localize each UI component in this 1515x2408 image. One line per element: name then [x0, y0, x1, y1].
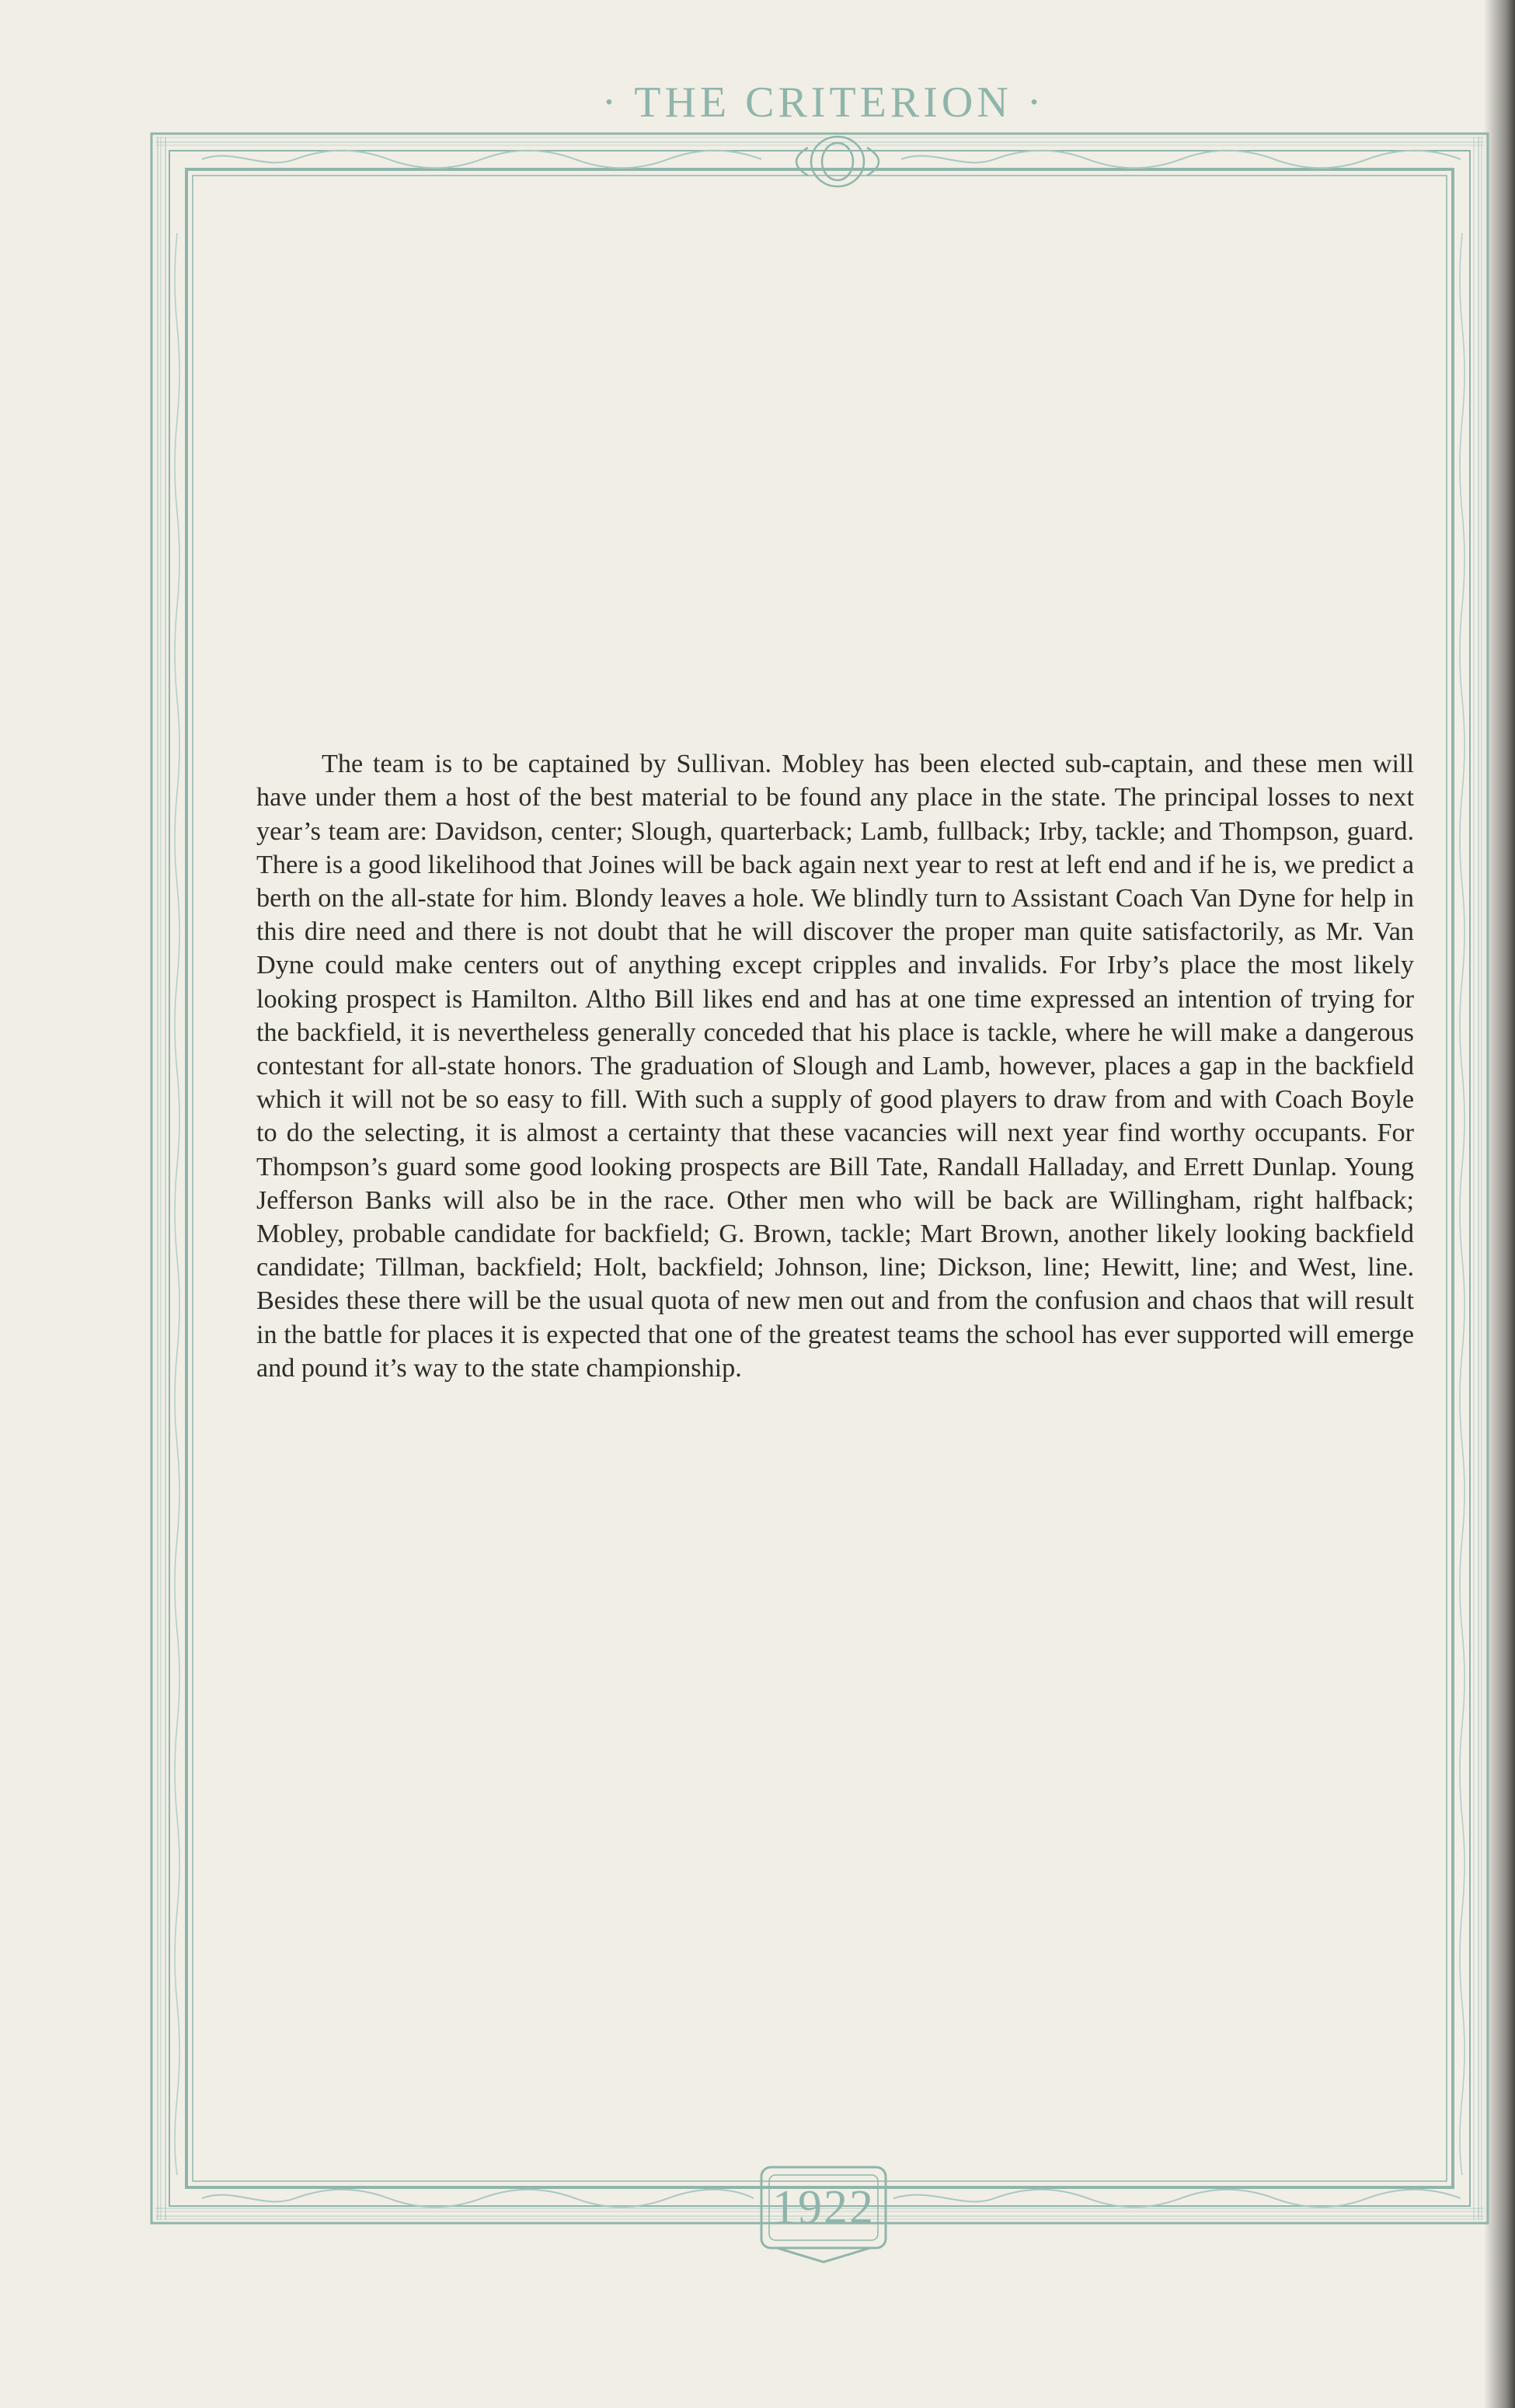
article-paragraph: The team is to be captained by Sullivan. Mobley has been elected sub-captain, and these men will have under them a host of the best material to be found any place in the state. The principal losses to next year’s team are: Davidson, center; Slough, quarterback; Lamb, fullback; Irby, tackle; and Thompson, guard. There is a good likelihood that Joines will be back again next year to rest at left end and if he is, we predict a berth on the all-state for him. Blondy leaves a hole. We blindly turn to Assistant Coach Van Dyne for help in this dire need and there is not doubt that he will discover the proper man quite satisfactorily, as Mr. Van Dyne could make centers out of anything except cripples and invalids. For Irby’s place the most likely looking prospect is Hamilton. Altho Bill likes end and has at one time expressed an intention of trying for the backfield, it is nevertheless generally conceded that his place is tackle, where he will make a dangerous contestant for all-state honors. The graduation of Slough and Lamb, however, places a gap in the backfield which it will not be so easy to fill. With such a supply of good players to draw from and with Coach Boyle to do the selecting, it is almost a certainty that these vacancies will next year find worthy occupants. For Thompson’s guard some good looking prospects are Bill Tate, Randall Halladay, and Errett Dunlap. Young Jefferson Banks will also be in the race. Other men who will be back are Willingham, right halfback; Mobley, probable candidate for backfield; G. Brown, tackle; Mart Brown, another likely looking backfield candidate; Tillman, backfield; Holt, backfield; Johnson, line; Dickson, line; Hewitt, line; and West, line. Besides these there will be the usual quota of new men out and from the confusion and chaos that will result in the battle for places it is expected that one of the greatest teams the school has ever supported will emerge and pound it’s way to the state championship. [256, 750, 1414, 1383]
year-label: 1922 [772, 2181, 875, 2234]
running-head: · THE CRITERION · [601, 78, 1046, 127]
